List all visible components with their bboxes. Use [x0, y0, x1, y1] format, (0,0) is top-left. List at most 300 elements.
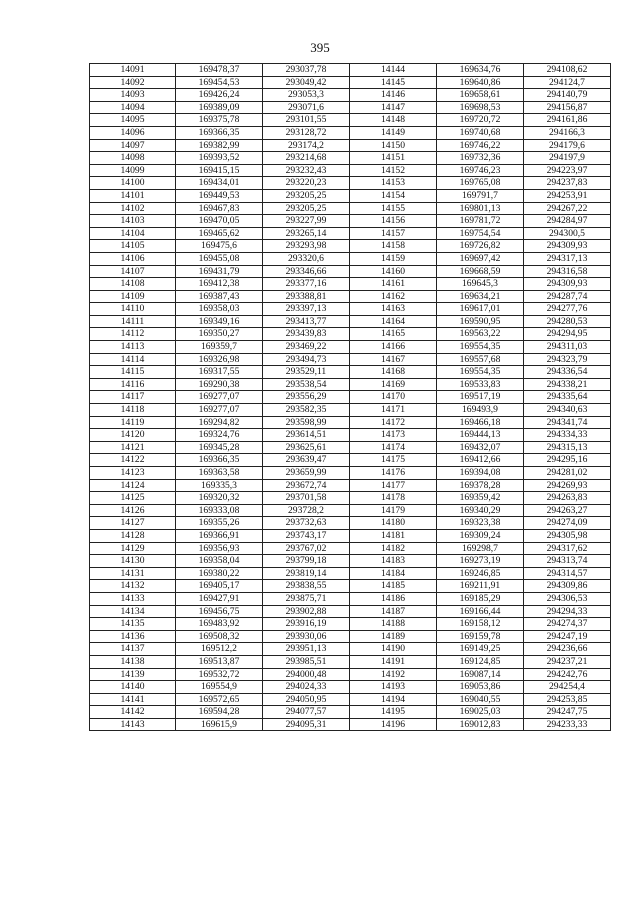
x-coordinate-right-cell: 169012,83 [437, 718, 524, 731]
x-coordinate-left-cell: 169387,43 [176, 290, 263, 303]
y-coordinate-left-cell: 293556,29 [263, 391, 350, 404]
y-coordinate-right-cell: 294274,37 [524, 618, 611, 631]
point-number-right-cell: 14156 [350, 215, 437, 228]
y-coordinate-left-cell: 293732,63 [263, 517, 350, 530]
table-row [90, 366, 611, 379]
y-coordinate-left-cell: 293916,19 [263, 618, 350, 631]
point-number-right-cell: 14151 [350, 152, 437, 165]
point-number-left-cell: 14120 [90, 429, 176, 442]
y-coordinate-left-cell: 293614,51 [263, 429, 350, 442]
point-number-right-cell: 14175 [350, 454, 437, 467]
point-number-left-cell: 14127 [90, 517, 176, 530]
point-number-right-cell: 14173 [350, 429, 437, 442]
x-coordinate-right-cell: 169732,36 [437, 152, 524, 165]
y-coordinate-right-cell: 294233,33 [524, 718, 611, 731]
point-number-right-cell: 14185 [350, 580, 437, 593]
y-coordinate-left-cell: 293174,2 [263, 139, 350, 152]
point-number-left-cell: 14110 [90, 303, 176, 316]
point-number-left-cell: 14132 [90, 580, 176, 593]
x-coordinate-left-cell: 169317,55 [176, 366, 263, 379]
y-coordinate-right-cell: 294247,75 [524, 706, 611, 719]
x-coordinate-right-cell: 169617,01 [437, 303, 524, 316]
x-coordinate-left-cell: 169359,7 [176, 341, 263, 354]
table-row [90, 467, 611, 480]
point-number-left-cell: 14131 [90, 567, 176, 580]
coordinates-table [89, 63, 611, 731]
y-coordinate-right-cell: 294179,6 [524, 139, 611, 152]
y-coordinate-left-cell: 293071,6 [263, 101, 350, 114]
x-coordinate-left-cell: 169405,17 [176, 580, 263, 593]
x-coordinate-right-cell: 169754,54 [437, 227, 524, 240]
y-coordinate-right-cell: 294306,53 [524, 592, 611, 605]
point-number-right-cell: 14149 [350, 126, 437, 139]
y-coordinate-right-cell: 294197,9 [524, 152, 611, 165]
point-number-left-cell: 14119 [90, 416, 176, 429]
x-coordinate-right-cell: 169554,35 [437, 366, 524, 379]
y-coordinate-left-cell: 293875,71 [263, 592, 350, 605]
x-coordinate-left-cell: 169615,9 [176, 718, 263, 731]
point-number-right-cell: 14165 [350, 328, 437, 341]
point-number-right-cell: 14191 [350, 655, 437, 668]
point-number-left-cell: 14117 [90, 391, 176, 404]
x-coordinate-right-cell: 169557,68 [437, 353, 524, 366]
x-coordinate-left-cell: 169389,09 [176, 101, 263, 114]
y-coordinate-left-cell: 293128,72 [263, 126, 350, 139]
y-coordinate-left-cell: 293293,98 [263, 240, 350, 253]
x-coordinate-left-cell: 169345,28 [176, 441, 263, 454]
point-number-left-cell: 14136 [90, 630, 176, 643]
y-coordinate-left-cell: 293220,23 [263, 177, 350, 190]
table-row [90, 668, 611, 681]
y-coordinate-left-cell: 294095,31 [263, 718, 350, 731]
x-coordinate-left-cell: 169320,32 [176, 492, 263, 505]
table-row [90, 479, 611, 492]
x-coordinate-left-cell: 169454,53 [176, 76, 263, 89]
y-coordinate-right-cell: 294263,83 [524, 492, 611, 505]
table-row [90, 64, 611, 77]
x-coordinate-left-cell: 169349,16 [176, 315, 263, 328]
point-number-right-cell: 14188 [350, 618, 437, 631]
table-row [90, 240, 611, 253]
x-coordinate-right-cell: 169124,85 [437, 655, 524, 668]
point-number-right-cell: 14147 [350, 101, 437, 114]
page-number: 395 [310, 40, 330, 55]
x-coordinate-left-cell: 169324,76 [176, 429, 263, 442]
point-number-right-cell: 14153 [350, 177, 437, 190]
point-number-left-cell: 14130 [90, 555, 176, 568]
x-coordinate-left-cell: 169554,9 [176, 681, 263, 694]
table-row [90, 605, 611, 618]
point-number-right-cell: 14179 [350, 504, 437, 517]
point-number-left-cell: 14101 [90, 189, 176, 202]
point-number-left-cell: 14093 [90, 89, 176, 102]
y-coordinate-right-cell: 294341,74 [524, 416, 611, 429]
x-coordinate-right-cell: 169211,91 [437, 580, 524, 593]
point-number-right-cell: 14157 [350, 227, 437, 240]
y-coordinate-right-cell: 294309,93 [524, 278, 611, 291]
y-coordinate-left-cell: 293214,68 [263, 152, 350, 165]
table-row [90, 303, 611, 316]
y-coordinate-left-cell: 293494,73 [263, 353, 350, 366]
table-row [90, 265, 611, 278]
y-coordinate-right-cell: 294236,66 [524, 643, 611, 656]
y-coordinate-left-cell: 293101,55 [263, 114, 350, 127]
point-number-right-cell: 14160 [350, 265, 437, 278]
y-coordinate-right-cell: 294277,76 [524, 303, 611, 316]
point-number-left-cell: 14140 [90, 681, 176, 694]
x-coordinate-left-cell: 169366,91 [176, 529, 263, 542]
y-coordinate-left-cell: 293672,74 [263, 479, 350, 492]
x-coordinate-left-cell: 169470,05 [176, 215, 263, 228]
point-number-right-cell: 14195 [350, 706, 437, 719]
y-coordinate-right-cell: 294166,3 [524, 126, 611, 139]
table-row [90, 189, 611, 202]
table-row [90, 139, 611, 152]
x-coordinate-right-cell: 169801,13 [437, 202, 524, 215]
y-coordinate-right-cell: 294247,19 [524, 630, 611, 643]
x-coordinate-right-cell: 169158,12 [437, 618, 524, 631]
x-coordinate-right-cell: 169166,44 [437, 605, 524, 618]
table-row [90, 152, 611, 165]
y-coordinate-left-cell: 293819,14 [263, 567, 350, 580]
y-coordinate-left-cell: 293985,51 [263, 655, 350, 668]
x-coordinate-left-cell: 169350,27 [176, 328, 263, 341]
table-row [90, 454, 611, 467]
y-coordinate-right-cell: 294281,02 [524, 467, 611, 480]
table-row [90, 630, 611, 643]
y-coordinate-right-cell: 294338,21 [524, 378, 611, 391]
y-coordinate-right-cell: 294237,83 [524, 177, 611, 190]
point-number-right-cell: 14154 [350, 189, 437, 202]
y-coordinate-right-cell: 294294,33 [524, 605, 611, 618]
point-number-left-cell: 14138 [90, 655, 176, 668]
x-coordinate-right-cell: 169412,66 [437, 454, 524, 467]
point-number-left-cell: 14107 [90, 265, 176, 278]
table-row [90, 429, 611, 442]
point-number-left-cell: 14102 [90, 202, 176, 215]
table-row [90, 555, 611, 568]
point-number-right-cell: 14182 [350, 542, 437, 555]
table-row [90, 290, 611, 303]
y-coordinate-left-cell: 293227,99 [263, 215, 350, 228]
y-coordinate-left-cell: 293320,6 [263, 252, 350, 265]
x-coordinate-right-cell: 169273,19 [437, 555, 524, 568]
x-coordinate-left-cell: 169363,58 [176, 467, 263, 480]
x-coordinate-left-cell: 169412,38 [176, 278, 263, 291]
y-coordinate-right-cell: 294317,62 [524, 542, 611, 555]
x-coordinate-right-cell: 169394,08 [437, 467, 524, 480]
point-number-right-cell: 14159 [350, 252, 437, 265]
point-number-right-cell: 14152 [350, 164, 437, 177]
point-number-left-cell: 14115 [90, 366, 176, 379]
y-coordinate-left-cell: 293413,77 [263, 315, 350, 328]
point-number-right-cell: 14168 [350, 366, 437, 379]
x-coordinate-right-cell: 169645,3 [437, 278, 524, 291]
x-coordinate-right-cell: 169087,14 [437, 668, 524, 681]
x-coordinate-right-cell: 169517,19 [437, 391, 524, 404]
y-coordinate-left-cell: 293529,11 [263, 366, 350, 379]
point-number-right-cell: 14169 [350, 378, 437, 391]
x-coordinate-right-cell: 169746,23 [437, 164, 524, 177]
x-coordinate-left-cell: 169335,3 [176, 479, 263, 492]
table-row [90, 391, 611, 404]
point-number-left-cell: 14094 [90, 101, 176, 114]
point-number-left-cell: 14122 [90, 454, 176, 467]
y-coordinate-left-cell: 293598,99 [263, 416, 350, 429]
y-coordinate-left-cell: 293053,3 [263, 89, 350, 102]
y-coordinate-right-cell: 294156,87 [524, 101, 611, 114]
point-number-right-cell: 14150 [350, 139, 437, 152]
x-coordinate-right-cell: 169720,72 [437, 114, 524, 127]
y-coordinate-left-cell: 293701,58 [263, 492, 350, 505]
y-coordinate-right-cell: 294253,91 [524, 189, 611, 202]
point-number-left-cell: 14108 [90, 278, 176, 291]
x-coordinate-left-cell: 169358,04 [176, 555, 263, 568]
x-coordinate-left-cell: 169375,78 [176, 114, 263, 127]
point-number-right-cell: 14193 [350, 681, 437, 694]
x-coordinate-right-cell: 169323,38 [437, 517, 524, 530]
x-coordinate-right-cell: 169149,25 [437, 643, 524, 656]
point-number-right-cell: 14164 [350, 315, 437, 328]
point-number-right-cell: 14181 [350, 529, 437, 542]
x-coordinate-left-cell: 169294,82 [176, 416, 263, 429]
point-number-left-cell: 14139 [90, 668, 176, 681]
table-row [90, 580, 611, 593]
y-coordinate-right-cell: 294316,58 [524, 265, 611, 278]
x-coordinate-left-cell: 169380,22 [176, 567, 263, 580]
x-coordinate-left-cell: 169366,35 [176, 126, 263, 139]
point-number-left-cell: 14135 [90, 618, 176, 631]
x-coordinate-right-cell: 169668,59 [437, 265, 524, 278]
y-coordinate-right-cell: 294311,03 [524, 341, 611, 354]
y-coordinate-right-cell: 294269,93 [524, 479, 611, 492]
table-row [90, 353, 611, 366]
y-coordinate-left-cell: 293639,47 [263, 454, 350, 467]
table-row [90, 315, 611, 328]
point-number-left-cell: 14142 [90, 706, 176, 719]
table-row [90, 693, 611, 706]
y-coordinate-right-cell: 294335,64 [524, 391, 611, 404]
y-coordinate-left-cell: 293659,99 [263, 467, 350, 480]
x-coordinate-left-cell: 169431,79 [176, 265, 263, 278]
point-number-right-cell: 14146 [350, 89, 437, 102]
point-number-right-cell: 14163 [350, 303, 437, 316]
point-number-left-cell: 14123 [90, 467, 176, 480]
point-number-right-cell: 14145 [350, 76, 437, 89]
point-number-left-cell: 14134 [90, 605, 176, 618]
x-coordinate-right-cell: 169634,76 [437, 64, 524, 77]
table-row [90, 341, 611, 354]
y-coordinate-right-cell: 294223,97 [524, 164, 611, 177]
table-row [90, 618, 611, 631]
point-number-left-cell: 14106 [90, 252, 176, 265]
y-coordinate-right-cell: 294295,16 [524, 454, 611, 467]
point-number-left-cell: 14092 [90, 76, 176, 89]
y-coordinate-left-cell: 294077,57 [263, 706, 350, 719]
point-number-left-cell: 14091 [90, 64, 176, 77]
x-coordinate-right-cell: 169025,03 [437, 706, 524, 719]
y-coordinate-left-cell: 294050,95 [263, 693, 350, 706]
x-coordinate-right-cell: 169740,68 [437, 126, 524, 139]
point-number-right-cell: 14186 [350, 592, 437, 605]
point-number-left-cell: 14095 [90, 114, 176, 127]
y-coordinate-right-cell: 294314,57 [524, 567, 611, 580]
point-number-right-cell: 14196 [350, 718, 437, 731]
point-number-right-cell: 14172 [350, 416, 437, 429]
y-coordinate-left-cell: 293377,16 [263, 278, 350, 291]
y-coordinate-right-cell: 294254,4 [524, 681, 611, 694]
y-coordinate-right-cell: 294309,93 [524, 240, 611, 253]
y-coordinate-right-cell: 294253,85 [524, 693, 611, 706]
table-row [90, 378, 611, 391]
point-number-right-cell: 14176 [350, 467, 437, 480]
point-number-left-cell: 14116 [90, 378, 176, 391]
x-coordinate-right-cell: 169466,18 [437, 416, 524, 429]
point-number-right-cell: 14162 [350, 290, 437, 303]
table-row [90, 542, 611, 555]
point-number-left-cell: 14129 [90, 542, 176, 555]
point-number-left-cell: 14103 [90, 215, 176, 228]
x-coordinate-left-cell: 169366,35 [176, 454, 263, 467]
point-number-right-cell: 14189 [350, 630, 437, 643]
x-coordinate-left-cell: 169449,53 [176, 189, 263, 202]
x-coordinate-left-cell: 169455,08 [176, 252, 263, 265]
y-coordinate-left-cell: 293625,61 [263, 441, 350, 454]
table-row [90, 328, 611, 341]
y-coordinate-right-cell: 294294,95 [524, 328, 611, 341]
x-coordinate-right-cell: 169533,83 [437, 378, 524, 391]
x-coordinate-right-cell: 169309,24 [437, 529, 524, 542]
x-coordinate-right-cell: 169432,07 [437, 441, 524, 454]
point-number-left-cell: 14105 [90, 240, 176, 253]
point-number-right-cell: 14171 [350, 404, 437, 417]
x-coordinate-left-cell: 169355,26 [176, 517, 263, 530]
point-number-right-cell: 14192 [350, 668, 437, 681]
table-row [90, 416, 611, 429]
y-coordinate-right-cell: 294334,33 [524, 429, 611, 442]
y-coordinate-right-cell: 294140,79 [524, 89, 611, 102]
point-number-right-cell: 14144 [350, 64, 437, 77]
x-coordinate-left-cell: 169434,01 [176, 177, 263, 190]
x-coordinate-right-cell: 169340,29 [437, 504, 524, 517]
x-coordinate-left-cell: 169427,91 [176, 592, 263, 605]
point-number-left-cell: 14126 [90, 504, 176, 517]
point-number-right-cell: 14174 [350, 441, 437, 454]
table-row [90, 681, 611, 694]
x-coordinate-right-cell: 169746,22 [437, 139, 524, 152]
point-number-right-cell: 14167 [350, 353, 437, 366]
table-row [90, 278, 611, 291]
table-row [90, 643, 611, 656]
table-row [90, 202, 611, 215]
x-coordinate-right-cell: 169791,7 [437, 189, 524, 202]
x-coordinate-left-cell: 169358,03 [176, 303, 263, 316]
table-row [90, 227, 611, 240]
x-coordinate-left-cell: 169508,32 [176, 630, 263, 643]
table-row [90, 164, 611, 177]
y-coordinate-left-cell: 293799,18 [263, 555, 350, 568]
x-coordinate-left-cell: 169467,83 [176, 202, 263, 215]
y-coordinate-right-cell: 294305,98 [524, 529, 611, 542]
table-row [90, 655, 611, 668]
table-row [90, 517, 611, 530]
y-coordinate-right-cell: 294313,74 [524, 555, 611, 568]
y-coordinate-left-cell: 293388,81 [263, 290, 350, 303]
point-number-right-cell: 14178 [350, 492, 437, 505]
point-number-right-cell: 14148 [350, 114, 437, 127]
x-coordinate-right-cell: 169726,82 [437, 240, 524, 253]
y-coordinate-left-cell: 293743,17 [263, 529, 350, 542]
point-number-left-cell: 14137 [90, 643, 176, 656]
y-coordinate-left-cell: 293728,2 [263, 504, 350, 517]
point-number-right-cell: 14155 [350, 202, 437, 215]
y-coordinate-left-cell: 293397,13 [263, 303, 350, 316]
point-number-left-cell: 14133 [90, 592, 176, 605]
x-coordinate-right-cell: 169185,29 [437, 592, 524, 605]
point-number-right-cell: 14190 [350, 643, 437, 656]
point-number-left-cell: 14141 [90, 693, 176, 706]
y-coordinate-left-cell: 293205,25 [263, 202, 350, 215]
point-number-left-cell: 14098 [90, 152, 176, 165]
y-coordinate-right-cell: 294336,54 [524, 366, 611, 379]
y-coordinate-right-cell: 294124,7 [524, 76, 611, 89]
point-number-left-cell: 14125 [90, 492, 176, 505]
point-number-left-cell: 14096 [90, 126, 176, 139]
x-coordinate-right-cell: 169298,7 [437, 542, 524, 555]
y-coordinate-left-cell: 293951,13 [263, 643, 350, 656]
x-coordinate-left-cell: 169513,87 [176, 655, 263, 668]
y-coordinate-right-cell: 294284,97 [524, 215, 611, 228]
y-coordinate-right-cell: 294237,21 [524, 655, 611, 668]
point-number-left-cell: 14118 [90, 404, 176, 417]
point-number-left-cell: 14121 [90, 441, 176, 454]
y-coordinate-right-cell: 294340,63 [524, 404, 611, 417]
y-coordinate-left-cell: 293767,02 [263, 542, 350, 555]
y-coordinate-right-cell: 294263,27 [524, 504, 611, 517]
x-coordinate-right-cell: 169359,42 [437, 492, 524, 505]
x-coordinate-right-cell: 169698,53 [437, 101, 524, 114]
y-coordinate-left-cell: 293232,43 [263, 164, 350, 177]
point-number-right-cell: 14194 [350, 693, 437, 706]
table-row [90, 177, 611, 190]
point-number-left-cell: 14097 [90, 139, 176, 152]
x-coordinate-right-cell: 169159,78 [437, 630, 524, 643]
point-number-left-cell: 14099 [90, 164, 176, 177]
y-coordinate-left-cell: 293838,55 [263, 580, 350, 593]
point-number-right-cell: 14170 [350, 391, 437, 404]
x-coordinate-left-cell: 169415,15 [176, 164, 263, 177]
x-coordinate-left-cell: 169382,99 [176, 139, 263, 152]
x-coordinate-right-cell: 169246,85 [437, 567, 524, 580]
x-coordinate-left-cell: 169475,6 [176, 240, 263, 253]
y-coordinate-left-cell: 294024,33 [263, 681, 350, 694]
y-coordinate-left-cell: 293265,14 [263, 227, 350, 240]
x-coordinate-left-cell: 169478,37 [176, 64, 263, 77]
coordinates-table-body [90, 64, 611, 731]
table-row [90, 89, 611, 102]
y-coordinate-right-cell: 294161,86 [524, 114, 611, 127]
point-number-left-cell: 14113 [90, 341, 176, 354]
x-coordinate-right-cell: 169554,35 [437, 341, 524, 354]
x-coordinate-right-cell: 169493,9 [437, 404, 524, 417]
table-row [90, 404, 611, 417]
x-coordinate-left-cell: 169572,65 [176, 693, 263, 706]
table-row [90, 529, 611, 542]
x-coordinate-right-cell: 169444,13 [437, 429, 524, 442]
x-coordinate-right-cell: 169634,21 [437, 290, 524, 303]
x-coordinate-left-cell: 169512,2 [176, 643, 263, 656]
point-number-left-cell: 14109 [90, 290, 176, 303]
